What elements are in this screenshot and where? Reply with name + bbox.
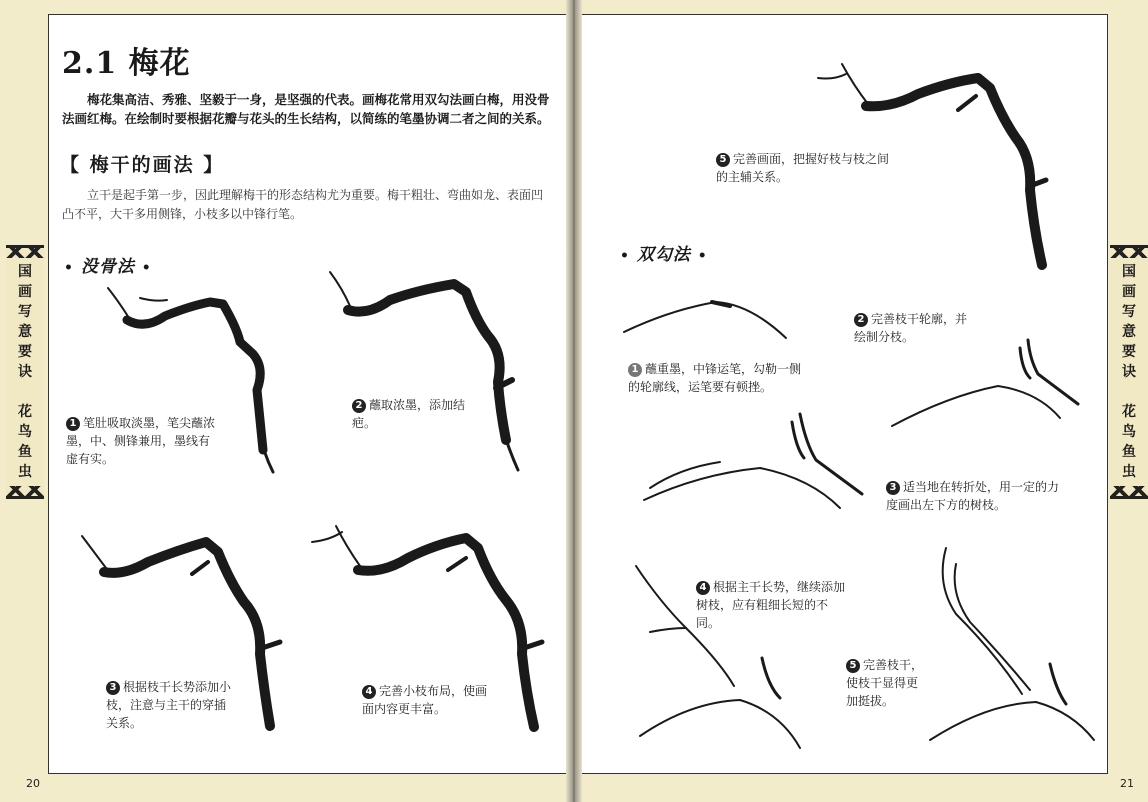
mogu-step-1 [66, 414, 216, 468]
step-text: 适当地在转折处，用一定的力度画出左下方的树枝。 [886, 480, 1060, 512]
mogu-step-5 [716, 150, 896, 186]
step-text: 完善画面，把握好枝与枝之间的主辅关系。 [716, 152, 890, 184]
book-gutter [566, 0, 582, 802]
step-number-badge: 4 [696, 581, 710, 595]
mogu-step-2 [352, 396, 472, 432]
page-title: 2.1 梅花 [62, 46, 191, 81]
shuanggou-step-1 [628, 360, 808, 396]
page-number-right: 21 [1120, 777, 1134, 790]
outline-branch-step-5 [926, 544, 1106, 754]
side-tab-text: 国 画 写 意 要 诀 花 鸟 鱼 虫 [18, 264, 32, 480]
trunk-painting-step-2 [328, 270, 548, 480]
step-number-badge: 3 [886, 481, 900, 495]
step-text: 完善小枝布局，使画面内容更丰富。 [362, 684, 488, 716]
side-tab-left [6, 245, 44, 499]
step-number-badge: 4 [362, 685, 376, 699]
mogu-step-4 [362, 682, 487, 718]
step-text: 蘸重墨，中锋运笔，勾勒一侧的轮廓线，运笔要有顿挫。 [628, 362, 802, 394]
step-number-badge: 3 [106, 681, 120, 695]
step-text: 根据主干长势，继续添加树枝，应有粗细长短的不同。 [696, 580, 846, 630]
method-label-mogu: • 没骨法 • [64, 257, 152, 277]
outline-branch-step-3 [640, 408, 870, 518]
shuanggou-step-3 [886, 478, 1066, 514]
section-heading: 【 梅干的画法 】 [60, 154, 225, 176]
mogu-step-3 [106, 678, 231, 732]
step-number-badge: 2 [854, 313, 868, 327]
side-tab-text: 国 画 写 意 要 诀 花 鸟 鱼 虫 [1122, 264, 1136, 480]
outline-branch-step-1 [620, 296, 800, 346]
step-text: 蘸取浓墨，添加结疤。 [352, 398, 466, 430]
intro-paragraph: 梅花集高洁、秀雅、坚毅于一身，是坚强的代表。画梅花常用双勾法画白梅，用没骨法画红梅。在绘制时要根据花瓣与花头的生长结构，以简练的笔墨协调二者之间的关系。 [62, 92, 550, 126]
step-number-badge: 2 [352, 399, 366, 413]
step-text: 完善枝干，使枝干显得更加挺拔。 [846, 658, 924, 708]
shuanggou-step-2 [854, 310, 974, 346]
shuanggou-step-5 [846, 656, 926, 710]
shuanggou-step-4 [696, 578, 846, 632]
step-text: 根据枝干长势添加小枝，注意与主干的穿插关系。 [106, 680, 232, 730]
right-page [574, 0, 1148, 802]
method-label-shuanggou: • 双勾法 • [620, 245, 708, 265]
step-number-badge: 5 [846, 659, 860, 673]
side-tab-right [1110, 245, 1148, 499]
step-number-badge: 1 [66, 417, 80, 431]
page-number-left: 20 [26, 777, 40, 790]
section-paragraph: 立干是起手第一步，因此理解梅干的形态结构尤为重要。梅干粗壮、弯曲如龙、表面凹凸不平，大干多用侧锋，小枝多以中锋行笔。 [62, 188, 544, 221]
step-number-badge: 5 [716, 153, 730, 167]
step-text: 完善枝干轮廓，并绘制分枝。 [854, 312, 968, 344]
step-text: 笔肚吸取淡墨，笔尖蘸浓墨，中、侧锋兼用，墨线有虚有实。 [66, 416, 216, 466]
step-number-badge: 1 [628, 363, 642, 377]
